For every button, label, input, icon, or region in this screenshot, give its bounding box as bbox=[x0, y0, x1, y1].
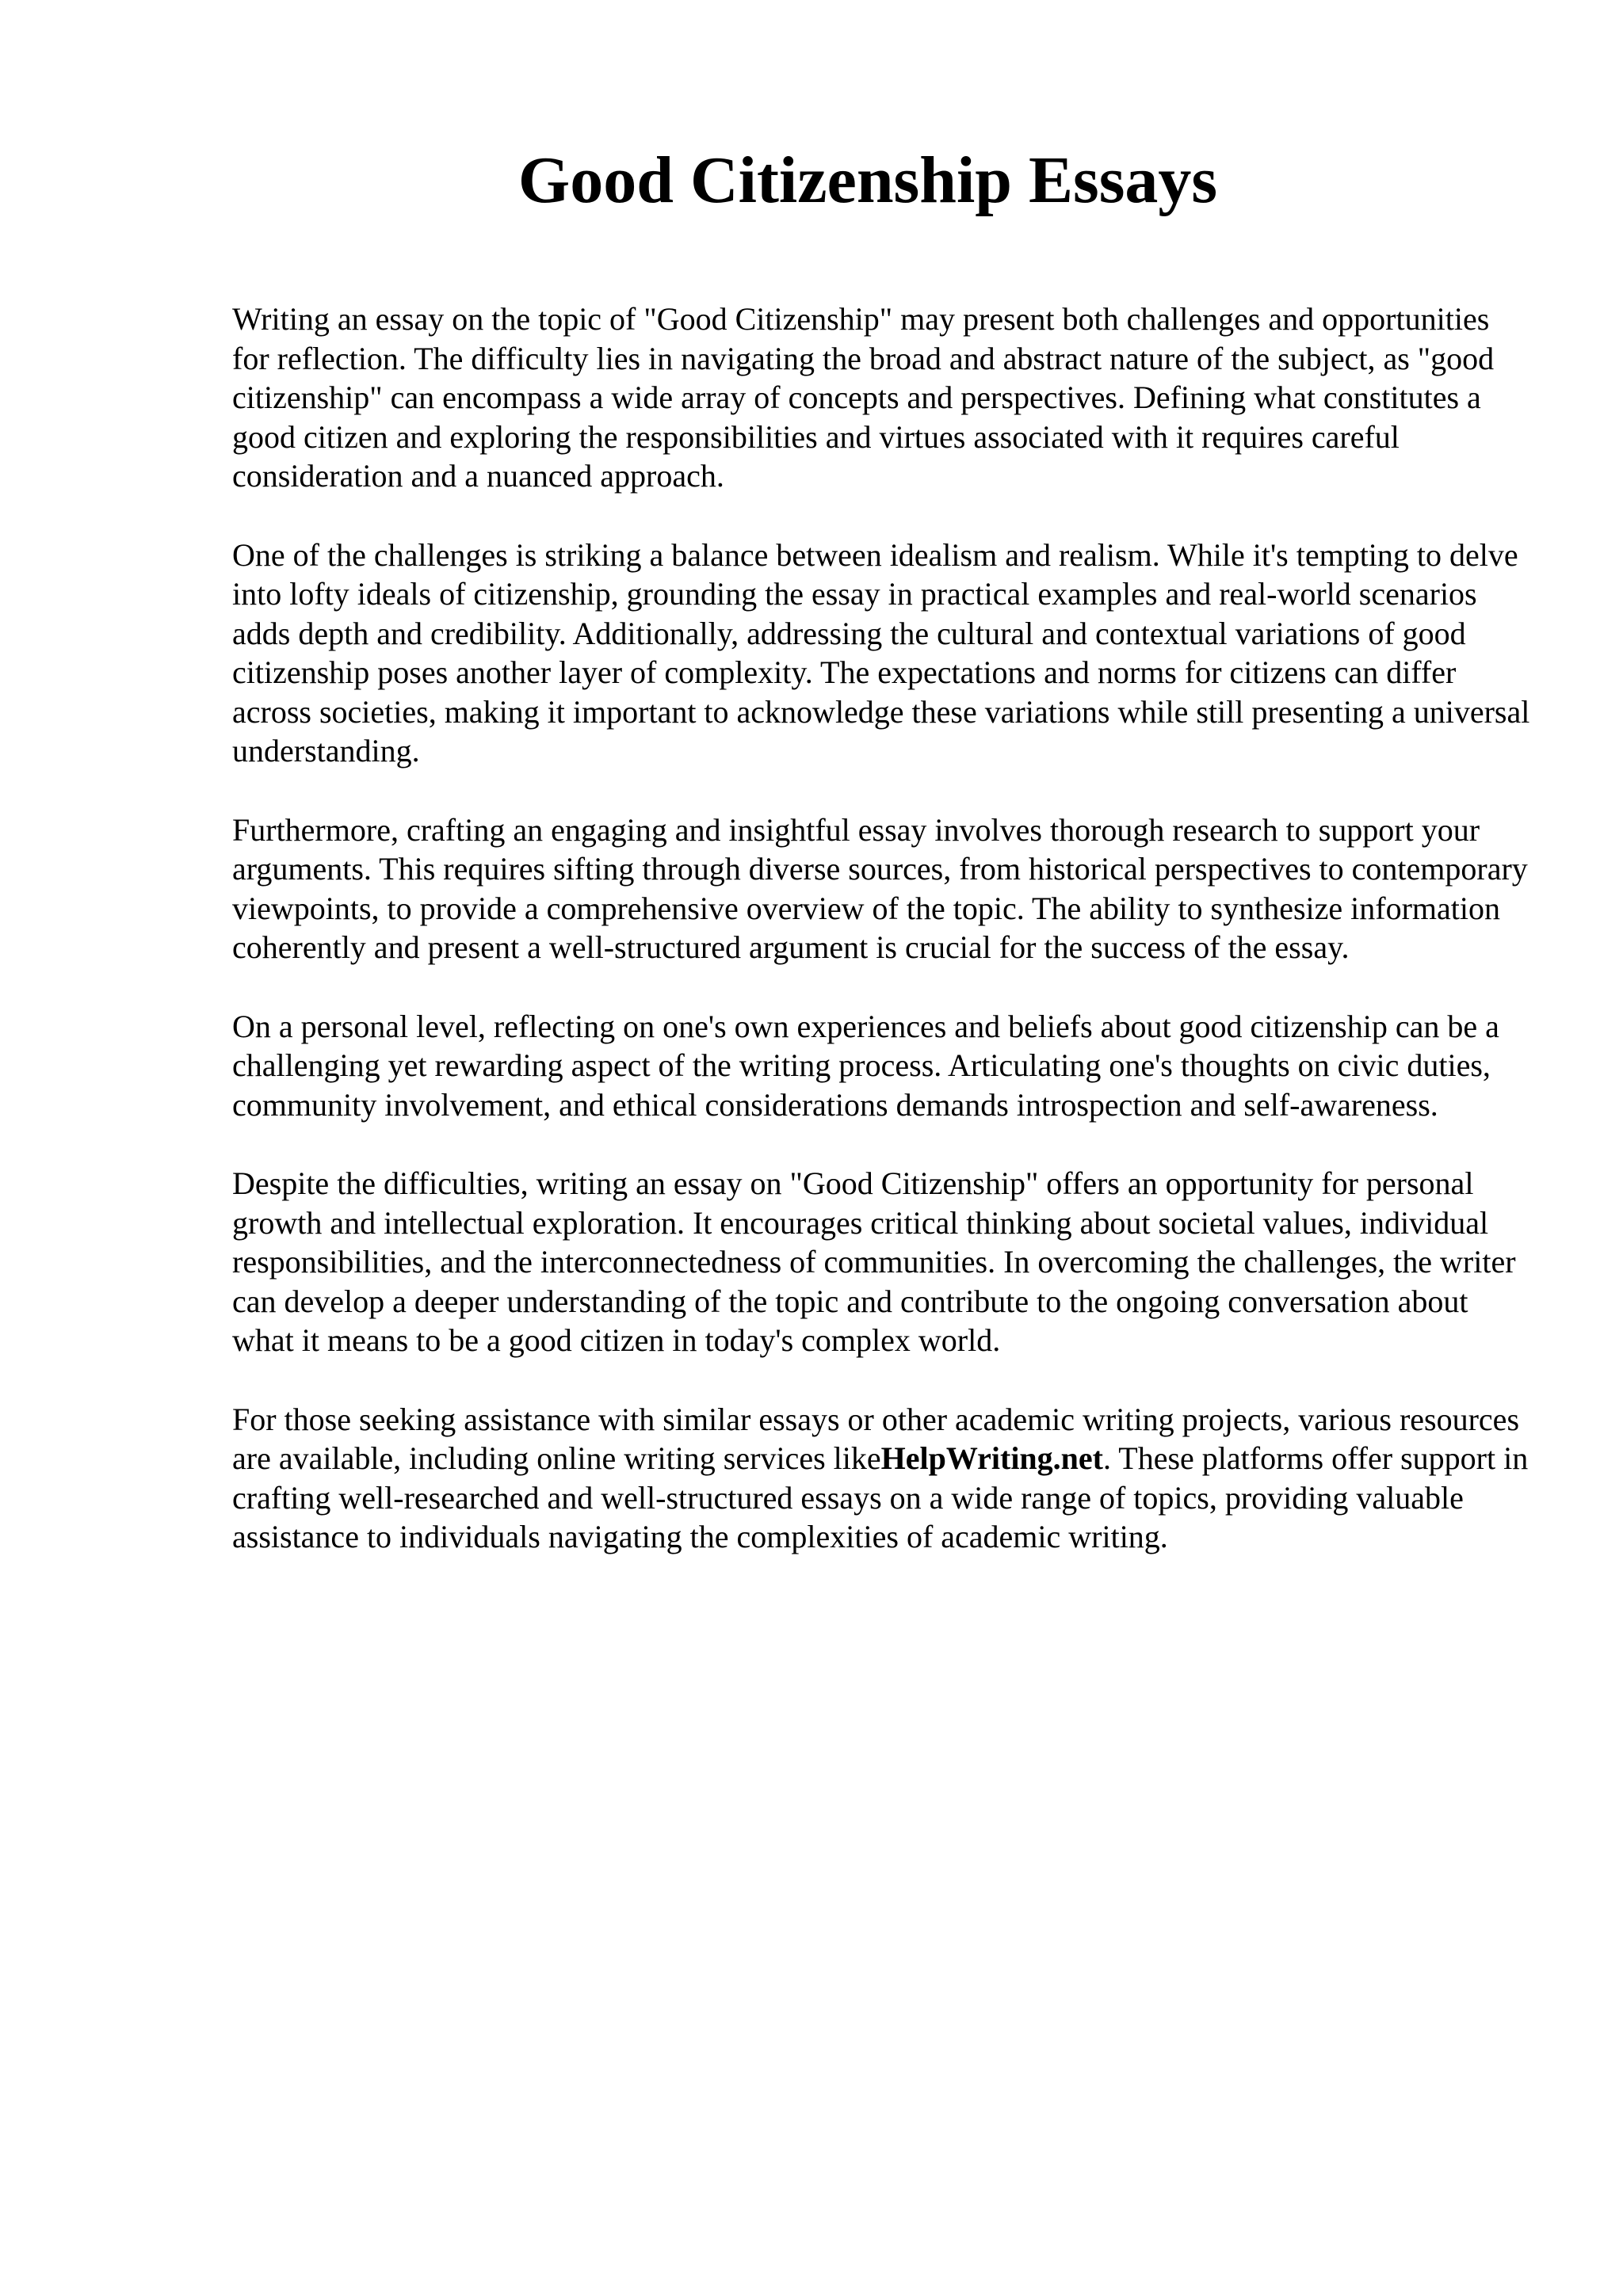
paragraph-2: One of the challenges is striking a balance between idealism and realism. While it's tempting to delve into lofty ideals of citizenship, grounding the essay in practical examples and real-world scenarios adds depth and credibility. Additionally, addressing the cultural and contextual variations of good citizenship poses another layer of complexity. The expectations and norms for citizens can differ across societies, making it important to acknowledge these variations while still presenting a universal understanding. bbox=[232, 536, 1530, 769]
paragraph-1: Writing an essay on the topic of "Good Citizenship" may present both challenges and opportunities for reflection. The difficulty lies in navigating the broad and abstract nature of the subject, as "good citizenship" can encompass a wide array of concepts and perspectives. Defining what constitutes a good citizen and exploring the responsibilities and virtues associated with it requires careful consideration and a nuanced approach. bbox=[232, 301, 1495, 494]
closing-text-before: For those seeking assistance with similar essays or other academic writing projects, various resources are available, including online writing services like bbox=[232, 1401, 1520, 1476]
paragraph-3: Furthermore, crafting an engaging and insightful essay involves thorough research to support your arguments. This requires sifting through diverse sources, from historical perspectives to contemporary viewpoints, to provide a comprehensive overview of the topic. The ability to synthesize information coherently and present a well-structured argument is crucial for the success of the essay. bbox=[232, 811, 1528, 965]
paragraph-5: Despite the difficulties, writing an essay on "Good Citizenship" offers an opportunity for personal growth and intellectual exploration. It encourages critical thinking about societal values, individual responsibilities, and the interconnectedness of communities. In overcoming the challenges, the writer can develop a deeper understanding of the topic and contribute to the ongoing conversation about what it means to be a good citizen in today's complex world. bbox=[232, 1165, 1516, 1358]
essay-body bbox=[232, 299, 1532, 1595]
document-title: Good Citizenship Essays bbox=[517, 143, 1218, 217]
closing-paragraph bbox=[232, 1400, 1532, 1557]
paragraph-4: On a personal level, reflecting on one's own experiences and beliefs about good citizenship can be a challenging yet rewarding aspect of the writing process. Articulating one's thoughts on civic duties, community involvement, and ethical considerations demands introspection and self-awareness. bbox=[232, 1008, 1499, 1123]
closing-text-after: . These platforms offer support in crafting well-researched and well-structured essays on a wide range of topics, providing valuable assistance to individuals navigating the complexities of academic writing. bbox=[232, 1440, 1529, 1554]
helpwriting-brand: HelpWriting.net bbox=[880, 1440, 1103, 1476]
